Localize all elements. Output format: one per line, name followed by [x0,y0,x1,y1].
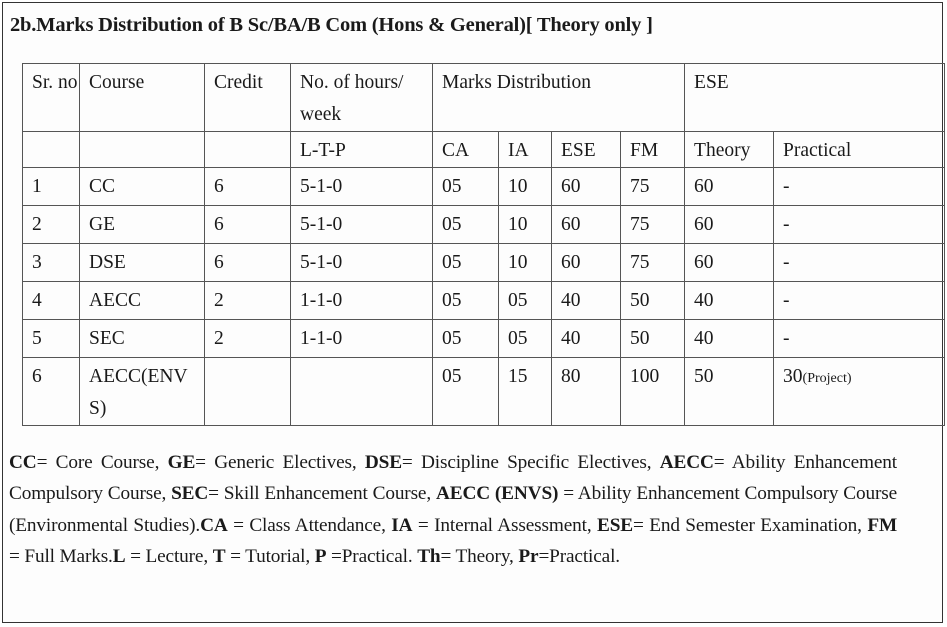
legend-text: = End Semester Examination, [633,514,868,536]
table-row [23,168,945,206]
cell-sr: 6 [23,358,80,426]
header-theory: Theory [685,132,774,168]
header-credit: Credit [205,64,291,132]
cell-ca: 05 [433,244,499,282]
cell-ltp: 1-1-0 [291,282,433,320]
cell-theory: 50 [685,358,774,426]
table-row [23,358,945,426]
header-marks-distribution: Marks Distribution [433,64,685,132]
cell-course: GE [80,206,205,244]
table-row [23,320,945,358]
cell-ese: 60 [552,244,621,282]
table-row [23,282,945,320]
header-practical: Practical [774,132,945,168]
legend-abbr: T [212,545,226,567]
cell-fm: 75 [621,244,685,282]
legend-text: = Class Attendance, [227,514,392,536]
header-ese: ESE [552,132,621,168]
cell-course: AECC(ENVS) [80,358,205,426]
cell-theory: 40 [685,320,774,358]
cell-ltp: 5-1-0 [291,244,433,282]
legend-text: = Theory, [440,545,519,567]
cell-practical: - [774,320,945,358]
header-blank [23,132,80,168]
cell-ca: 05 [433,282,499,320]
cell-credit: 6 [205,168,291,206]
cell-credit: 6 [205,244,291,282]
cell-course: DSE [80,244,205,282]
cell-course: CC [80,168,205,206]
cell-ese: 60 [552,206,621,244]
cell-ltp: 1-1-0 [291,320,433,358]
cell-credit: 2 [205,320,291,358]
legend-text: = Internal Assessment, [412,514,597,536]
legend-text: = Core Course, [36,452,168,473]
table-row [23,244,945,282]
header-ia: IA [499,132,552,168]
cell-credit [205,358,291,426]
legend-text: = Tutorial, [225,545,315,567]
cell-ia: 10 [499,206,552,244]
marks-distribution-table [22,63,945,426]
cell-fm: 100 [621,358,685,426]
cell-sr: 3 [23,244,80,282]
header-blank [80,132,205,168]
legend-abbr: P [314,545,327,567]
cell-course: SEC [80,320,205,358]
header-course: Course [80,64,205,132]
cell-practical: 30(Project) [774,358,945,426]
cell-fm: 50 [621,320,685,358]
header-row-2 [23,132,945,168]
header-ltp: L-T-P [291,132,433,168]
cell-ia: 15 [499,358,552,426]
cell-sr: 4 [23,282,80,320]
cell-theory: 60 [685,168,774,206]
legend-text: = Skill Enhancement Course, [208,483,436,505]
cell-sr: 2 [23,206,80,244]
table-row [23,206,945,244]
header-row-1 [23,64,945,132]
cell-theory: 60 [685,244,774,282]
legend-text: = Lecture, [125,545,213,567]
cell-ese: 40 [552,282,621,320]
header-blank [205,132,291,168]
cell-theory: 40 [685,282,774,320]
legend-text: = Ability Enhancement Compulsory Course (Environmental Studies). [9,483,898,536]
legend-text: = Discipline Specific Electives, [401,452,660,473]
header-sr: Sr. no [23,64,80,132]
cell-fm: 50 [621,282,685,320]
legend-text: = Generic Electives, [195,452,365,473]
cell-ca: 05 [433,320,499,358]
header-ese-group: ESE [685,64,945,132]
cell-ese: 60 [552,168,621,206]
cell-practical: - [774,282,945,320]
cell-sr: 5 [23,320,80,358]
cell-ca: 05 [433,358,499,426]
cell-ese: 40 [552,320,621,358]
cell-practical: - [774,168,945,206]
cell-ia: 10 [499,168,552,206]
cell-ia: 05 [499,320,552,358]
cell-theory: 60 [685,206,774,244]
cell-ia: 05 [499,282,552,320]
legend-abbr: SEC [171,483,209,505]
cell-fm: 75 [621,206,685,244]
legend-text: =Practical. [326,545,418,567]
cell-ltp [291,358,433,426]
cell-credit: 6 [205,206,291,244]
legend-text: = Ability Enhancement Compulsory Course, [9,452,897,505]
header-fm: FM [621,132,685,168]
legend-abbr: DSE [364,452,402,473]
cell-ia: 10 [499,244,552,282]
legend-abbr: CA [200,514,228,536]
cell-ltp: 5-1-0 [291,168,433,206]
legend-abbr: FM [867,514,897,536]
cell-ltp: 5-1-0 [291,206,433,244]
legend-abbr: Pr [518,545,539,567]
page-title: 2b.Marks Distribution of B Sc/BA/B Com (Hons & General)[ Theory only ] [10,14,653,36]
cell-practical: - [774,206,945,244]
legend-abbr: ESE [597,514,633,536]
cell-course: AECC [80,282,205,320]
cell-credit: 2 [205,282,291,320]
cell-sr: 1 [23,168,80,206]
legend-text: =Practical. [538,545,620,567]
legend-text: = Full Marks. [9,545,113,567]
cell-ese: 80 [552,358,621,426]
legend-abbr: CC [9,452,37,473]
header-hours: No. of hours/ week [291,64,433,132]
cell-ca: 05 [433,206,499,244]
legend-abbr: L [112,545,126,567]
cell-ca: 05 [433,168,499,206]
abbreviation-legend [9,447,897,572]
legend-abbr: Th [417,545,441,567]
legend-abbr: IA [391,514,413,536]
legend-abbr: AECC (ENVS) [435,483,559,505]
legend-abbr: AECC [659,452,714,473]
header-ca: CA [433,132,499,168]
cell-fm: 75 [621,168,685,206]
cell-practical: - [774,244,945,282]
legend-abbr: GE [167,452,196,473]
